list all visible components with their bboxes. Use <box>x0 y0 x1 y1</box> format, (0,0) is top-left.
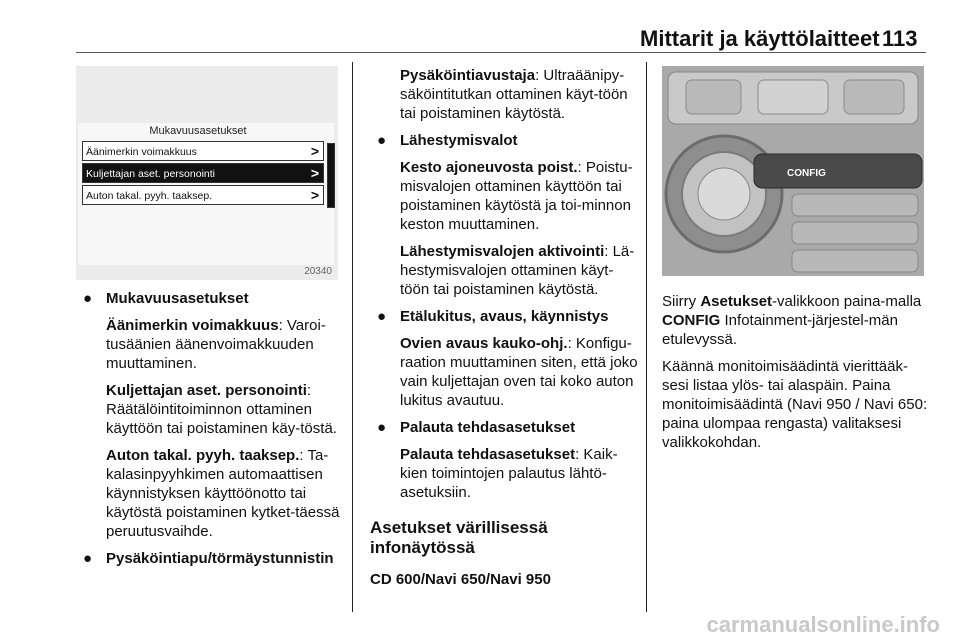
config-button-photo <box>662 66 924 276</box>
setting-term: Ovien avaus kauko-ohj. <box>400 335 568 352</box>
menu-scrollbar <box>327 143 335 208</box>
bullet-title: Lähestymisvalot <box>400 132 518 149</box>
menu-item-chime-volume <box>82 141 324 161</box>
watermark: carmanualsonline.info <box>706 612 940 637</box>
bullet-icon: ● <box>83 550 93 567</box>
setting-description <box>76 381 346 438</box>
column-divider-2 <box>646 62 647 612</box>
setting-description <box>76 316 346 373</box>
bullet-item <box>370 131 642 150</box>
menu-item-label: Äänimerkin voimakkuus <box>86 146 197 158</box>
menu-item-label: Auton takal. pyyh. taaksep. <box>86 190 213 202</box>
setting-description <box>370 158 642 234</box>
setting-term: Äänimerkin voimakkuus <box>106 317 279 334</box>
page-header-title: Mittarit ja käyttölaitteet <box>640 26 880 51</box>
bullet-icon: ● <box>83 290 93 307</box>
chevron-right-icon: > <box>310 165 319 181</box>
menu-item-rear-wiper <box>82 185 324 205</box>
column-2 <box>370 66 642 589</box>
setting-description <box>76 446 346 541</box>
column-divider-1 <box>352 62 353 612</box>
bullet-item <box>76 289 346 308</box>
subsection-heading: CD 600/Navi 650/Navi 950 <box>370 571 551 588</box>
bullet-icon: ● <box>377 132 387 149</box>
config-button-label: CONFIG <box>787 168 826 179</box>
column-1 <box>76 289 346 568</box>
bullet-item <box>370 418 642 437</box>
figure-number: 20340 <box>304 266 332 277</box>
column-3 <box>662 292 932 452</box>
setting-term: Auton takal. pyyh. taaksep. <box>106 447 300 464</box>
setting-term: Kuljettajan aset. personointi <box>106 382 307 399</box>
setting-term: Lähestymisvalojen aktivointi <box>400 243 605 260</box>
setting-text: : Konfigu-raation muuttaminen siten, että joko vain kuljettajan oven tai koko auton lukitus avautuu. <box>400 335 638 409</box>
chevron-right-icon: > <box>310 143 319 159</box>
comfort-settings-figure <box>76 66 338 280</box>
menu-item-label: Kuljettajan aset. personointi <box>86 168 215 180</box>
menu-title: Mukavuusasetukset <box>149 125 247 137</box>
setting-text: : Lä-hestymisvalojen ottaminen käyt-töön tai poistaminen käytöstä. <box>400 243 635 298</box>
menu-item-driver-personalization <box>82 163 324 183</box>
setting-text: : Varoi-tusäänien äänenvoimakkuuden muuttaminen. <box>106 317 326 372</box>
setting-text: : Poistu-misvalojen ottaminen käyttöön tai poistaminen käytöstä ja toi-minnon keston muuttaminen. <box>400 159 633 233</box>
chevron-right-icon: > <box>310 187 319 203</box>
setting-description <box>370 334 642 410</box>
header-rule <box>76 52 926 53</box>
setting-description <box>370 242 642 299</box>
bullet-title: Etälukitus, avaus, käynnistys <box>400 308 609 325</box>
setting-term: Palauta tehdasasetukset <box>400 446 576 463</box>
setting-term: Pysäköintiavustaja <box>400 67 536 84</box>
setting-description <box>370 66 642 123</box>
setting-text: : Ultraäänipy-säköintitutkan ottaminen käyt-töön tai poistaminen käytöstä. <box>400 67 628 122</box>
bullet-item <box>76 549 346 568</box>
bullet-title: Palauta tehdasasetukset <box>400 419 576 436</box>
setting-text: : Ta-kalasinpyyhkimen automaattisen käynnistyksen käyttöönotto tai käytöstä poistaminen kytket-täessä peruutusvaihde. <box>106 447 340 540</box>
instruction-paragraph: Käännä monitoimisäädintä vierittääk-sesi listaa ylös- tai alaspäin. Paina monitoimisäädintä (Navi 950 / Navi 650: paina ulompaa rengasta) valitaksesi valikkokohdan. <box>662 358 928 451</box>
setting-text: : Räätälöintitoiminnon ottaminen käyttöön tai poistaminen käy-töstä. <box>106 382 337 437</box>
control-panel-illustration <box>662 66 924 276</box>
section-heading: Asetukset värillisessä infonäytössä <box>370 518 548 557</box>
instruction-paragraph: Siirry Asetukset-valikkoon paina-malla CONFIG Infotainment-järjestel-män etulevyssä. <box>662 293 922 348</box>
setting-description <box>370 445 642 502</box>
bullet-title: Mukavuusasetukset <box>106 290 249 307</box>
setting-text: : Kaik-kien toimintojen palautus lähtö-asetuksiin. <box>400 446 618 501</box>
bullet-item <box>370 307 642 326</box>
bullet-title: Pysäköintiapu/törmäystunnistin <box>106 550 334 567</box>
menu-panel <box>78 123 334 265</box>
page-number: 113 <box>882 26 918 51</box>
bullet-icon: ● <box>377 419 387 436</box>
bullet-icon: ● <box>377 308 387 325</box>
setting-term: Kesto ajoneuvosta poist. <box>400 159 578 176</box>
